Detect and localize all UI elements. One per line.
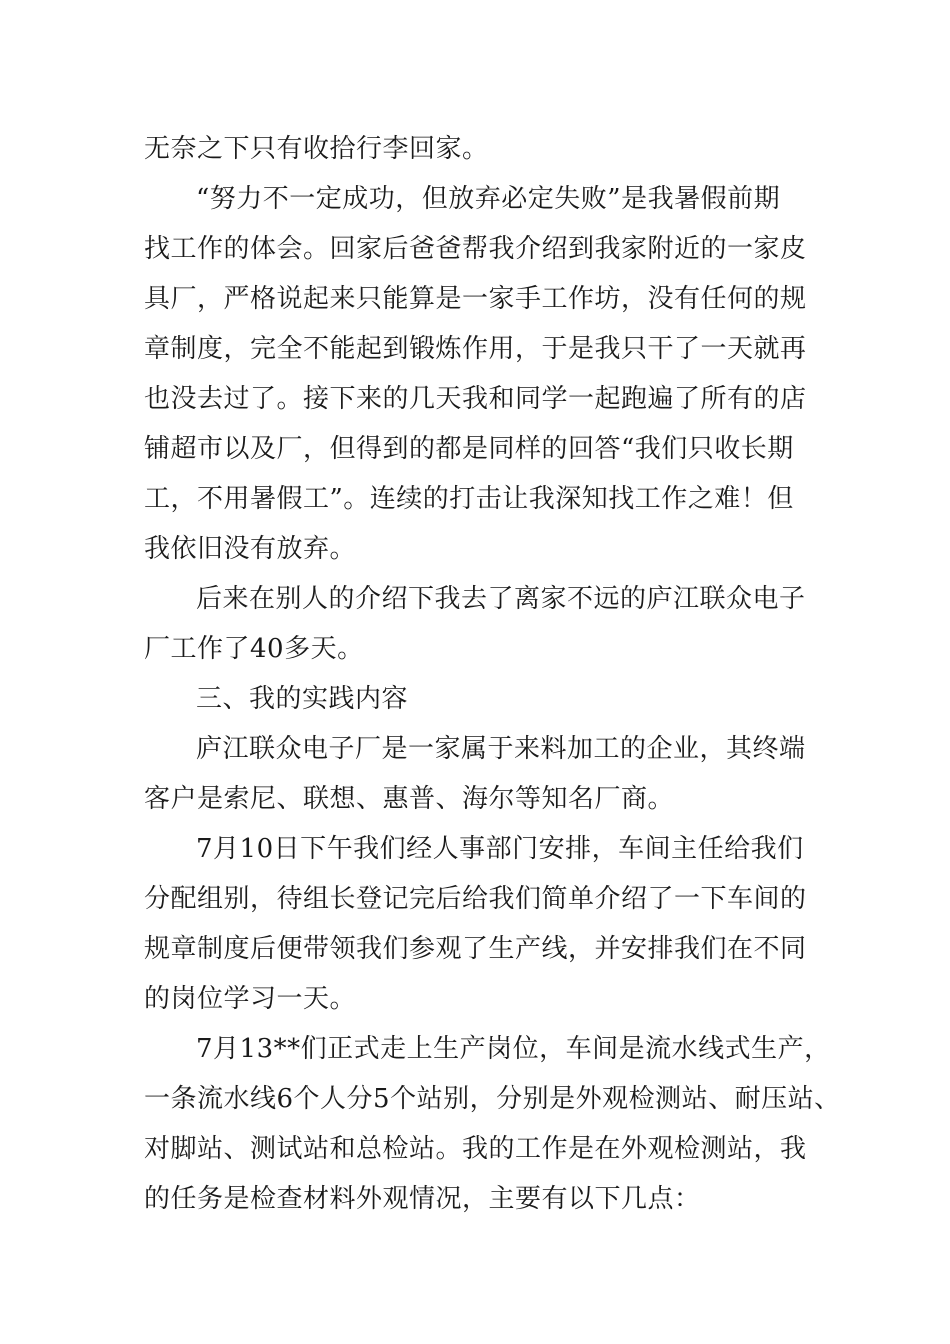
paragraph-start-line: 后来在别人的介绍下我去了离家不远的庐江联众电子	[196, 584, 806, 614]
paragraph-start-line: 7月13**们正式走上生产岗位，车间是流水线式生产，	[196, 1034, 831, 1064]
text-line: 分配组别，待组长登记完后给我们简单介绍了一下车间的	[144, 884, 807, 914]
text-line: 我依旧没有放弃。	[144, 534, 357, 564]
text-line: 一条流水线6个人分5个站别，分别是外观检测站、耐压站、	[144, 1084, 841, 1114]
text-line: 规章制度后便带领我们参观了生产线，并安排我们在不同	[144, 934, 807, 964]
text-line: 铺超市以及厂，但得到的都是同样的回答“我们只收长期	[144, 434, 794, 464]
text-line: 无奈之下只有收拾行李回家。	[144, 134, 489, 164]
text-line: 也没去过了。接下来的几天我和同学一起跑遍了所有的店	[144, 384, 807, 414]
text-line: 具厂，严格说起来只能算是一家手工作坊，没有任何的规	[144, 284, 807, 314]
text-line: 章制度，完全不能起到锻炼作用，于是我只干了一天就再	[144, 334, 807, 364]
text-line: 对脚站、测试站和总检站。我的工作是在外观检测站，我	[144, 1134, 807, 1164]
paragraph-start-line: 庐江联众电子厂是一家属于来料加工的企业，其终端	[196, 734, 806, 764]
section-heading: 三、我的实践内容	[196, 684, 409, 714]
paragraph-start-line: 7月10日下午我们经人事部门安排，车间主任给我们	[196, 834, 804, 864]
text-line: 的任务是检查材料外观情况，主要有以下几点：	[144, 1184, 701, 1214]
text-line: 工，不用暑假工”。连续的打击让我深知找工作之难！但	[144, 484, 794, 514]
text-line: 找工作的体会。回家后爸爸帮我介绍到我家附近的一家皮	[144, 234, 807, 264]
text-line: 厂工作了40多天。	[144, 634, 364, 664]
text-line: 客户是索尼、联想、惠普、海尔等知名厂商。	[144, 784, 675, 814]
text-line: 的岗位学习一天。	[144, 984, 357, 1014]
paragraph-start-line: “努力不一定成功，但放弃必定失败”是我暑假前期	[196, 184, 781, 214]
